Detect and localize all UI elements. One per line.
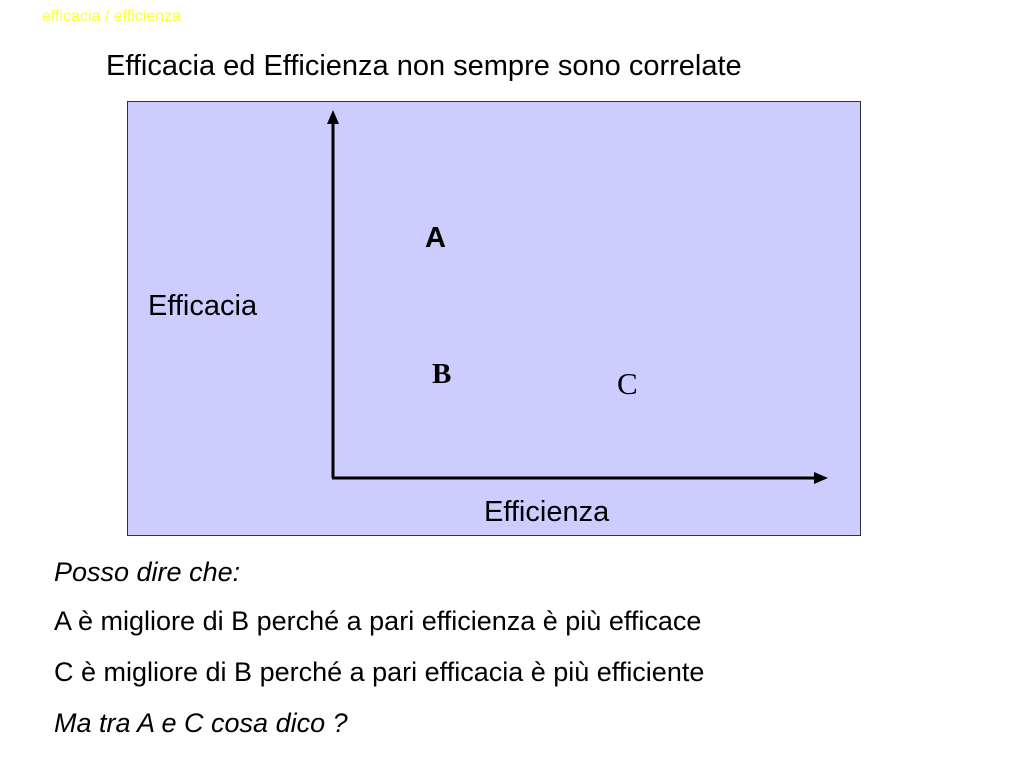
point-b-label: B [432,358,452,390]
statement-a-vs-b: A è migliore di B perché a pari efficienza è più efficace [54,606,702,636]
y-axis-label: Efficacia [148,290,258,322]
question-line: Ma tra A e C cosa dico ? [54,708,348,738]
x-axis-label: Efficienza [484,496,610,528]
y-axis-arrow [327,110,339,124]
statement-c-vs-b: C è migliore di B perché a pari efficacia è più efficiente [54,657,705,687]
point-c-label: C [617,366,638,401]
slide-title: Efficacia ed Efficienza non sempre sono correlate [106,50,742,82]
point-a-label: A [425,222,446,254]
x-axis-arrow [814,472,828,484]
header-tag: efficacia / efficienza [42,8,182,25]
intro-line: Posso dire che: [54,557,241,587]
